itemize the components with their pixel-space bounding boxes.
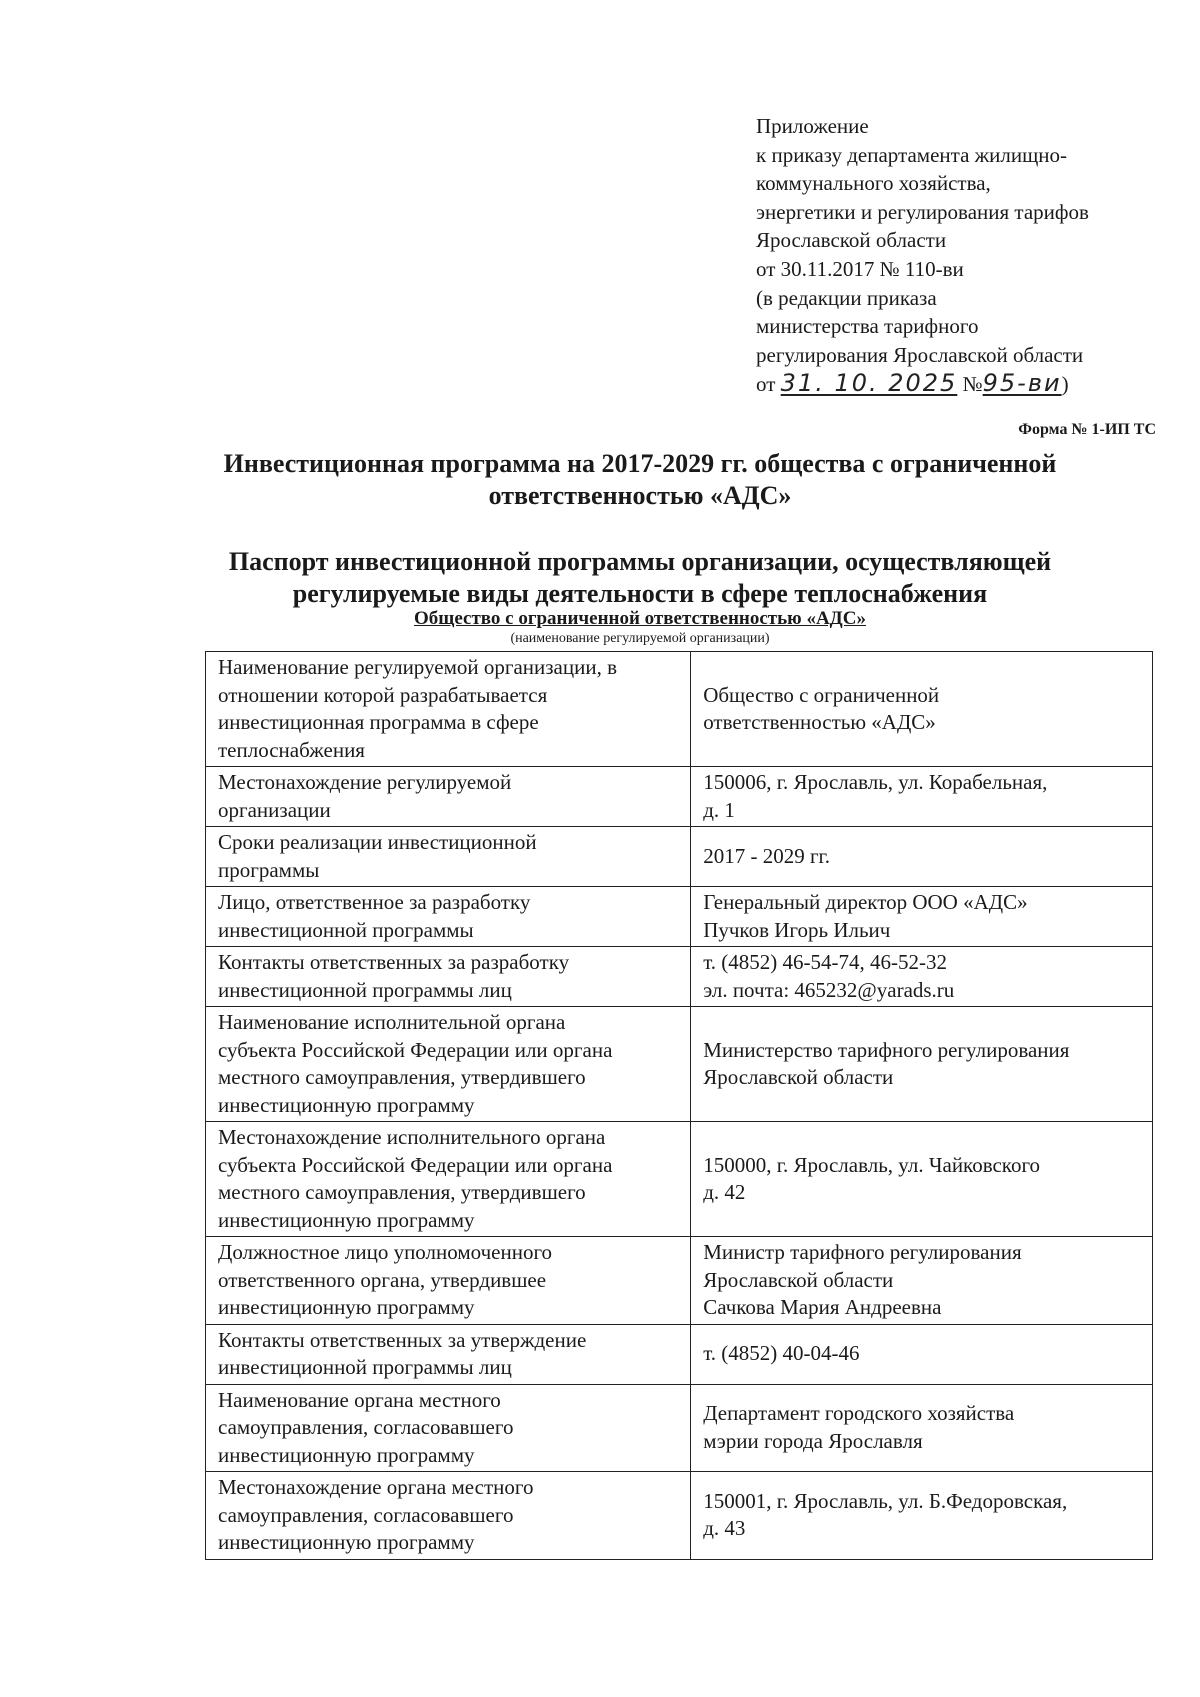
row-value-line: Департамент городского хозяйства	[703, 1401, 1015, 1426]
approval-line: от 30.11.2017 № 110-ви	[756, 256, 964, 281]
organization-caption: (наименование регулируемой организации)	[510, 631, 770, 646]
row-label-cell	[206, 827, 691, 887]
row-label-line: субъекта Российской Федерации или органа	[218, 1152, 613, 1177]
row-value-cell	[691, 887, 1153, 947]
row-value-line: Генеральный директор ООО «АДС»	[703, 890, 1028, 914]
row-label-line: инвестиционную программу	[218, 1207, 475, 1232]
approval-line: энергетики и регулирования тарифов	[756, 199, 1089, 224]
row-value-line: Ярославской области	[703, 1065, 894, 1089]
approval-line: к приказу департамента жилищно-	[756, 142, 1068, 167]
passport-table-body	[206, 652, 1153, 1560]
closing-paren: )	[1061, 372, 1069, 397]
approval-line: Ярославской области	[756, 228, 947, 253]
row-value-line: 2017 - 2029 гг.	[703, 843, 831, 868]
row-label-line: Местонахождение регулируемой	[218, 770, 512, 794]
row-label-line: Наименование исполнительной органа	[218, 1010, 566, 1034]
row-value-line: т. (4852) 46-54-74, 46-52-32	[703, 950, 948, 974]
table-row	[206, 887, 1153, 947]
approval-amendment-line	[756, 369, 1176, 399]
row-label-cell	[206, 1384, 691, 1472]
row-label-line: местного самоуправления, утвердившего	[218, 1180, 586, 1204]
row-label-cell	[206, 1007, 691, 1122]
organization-name: Общество с ограниченной ответственностью «АДС»	[414, 608, 866, 629]
passport-title-line-1: Паспорт инвестиционной программы организации, осуществляющей	[228, 547, 1052, 576]
row-label-cell	[206, 1472, 691, 1560]
row-label-cell	[206, 1122, 691, 1237]
row-label-line: ответственного органа, утвердившее	[218, 1267, 547, 1292]
passport-table	[205, 651, 1153, 1560]
approval-line: министерства тарифного	[756, 314, 979, 339]
row-label-line: Наименование органа местного	[218, 1387, 501, 1412]
table-row	[206, 1324, 1153, 1384]
handwritten-date: 31. 10. 2025	[780, 369, 958, 398]
row-value-cell	[691, 652, 1153, 767]
row-value-line: Общество с ограниченной	[703, 682, 940, 707]
row-label-line: инвестиционную программу	[218, 1442, 475, 1467]
row-label-line: программы	[218, 857, 320, 882]
row-label-line: инвестиционной программы лиц	[218, 977, 512, 1002]
row-label-cell	[206, 887, 691, 947]
row-value-line: Пучков Игорь Ильич	[703, 917, 891, 942]
row-label-cell	[206, 947, 691, 1007]
row-label-line: инвестиционную программу	[218, 1092, 475, 1117]
approval-prefix: от	[756, 372, 776, 397]
main-title-line-1: Инвестиционная программа на 2017-2029 гг. общества с ограниченной	[223, 449, 1057, 478]
row-value-cell	[691, 1122, 1153, 1237]
table-row	[206, 947, 1153, 1007]
row-label-line: Сроки реализации инвестиционной	[218, 830, 537, 854]
row-label-cell	[206, 652, 691, 767]
main-title	[120, 448, 1160, 512]
row-label-line: самоуправления, согласовавшего	[218, 1502, 514, 1527]
row-label-line: инвестиционной программы	[218, 917, 474, 942]
row-value-line: Ярославской области	[703, 1267, 894, 1292]
table-row	[206, 827, 1153, 887]
row-label-line: инвестиционную программу	[218, 1295, 475, 1319]
table-row	[206, 1384, 1153, 1472]
row-label-line: инвестиционной программы лиц	[218, 1355, 512, 1379]
row-value-line: эл. почта: 465232@yarads.ru	[703, 977, 955, 1002]
row-label-line: субъекта Российской Федерации или органа	[218, 1037, 613, 1062]
row-value-cell	[691, 1384, 1153, 1472]
row-label-line: организации	[218, 797, 331, 822]
row-value-cell	[691, 1237, 1153, 1325]
row-value-line: Министерство тарифного регулирования	[703, 1037, 1070, 1062]
approval-block	[756, 112, 1176, 399]
row-label-line: местного самоуправления, утвердившего	[218, 1065, 586, 1089]
row-value-line: 150000, г. Ярославль, ул. Чайковского	[703, 1152, 1041, 1177]
approval-line: Приложение	[756, 114, 869, 138]
row-label-line: Лицо, ответственное за разработку	[218, 890, 531, 914]
row-label-line: отношении которой разрабатывается	[218, 682, 548, 707]
row-label-line: инвестиционную программу	[218, 1530, 475, 1554]
row-label-line: инвестиционная программа в сфере	[218, 710, 539, 734]
row-label-line: Контакты ответственных за утверждение	[218, 1327, 587, 1352]
row-label-line: Контакты ответственных за разработку	[218, 950, 570, 974]
row-value-cell	[691, 1007, 1153, 1122]
row-label-cell	[206, 767, 691, 827]
row-value-cell	[691, 947, 1153, 1007]
row-label-line: Местонахождение исполнительного органа	[218, 1125, 606, 1149]
row-label-line: самоуправления, согласовавшего	[218, 1415, 514, 1439]
approval-line: регулирования Ярославской области	[756, 342, 1084, 367]
row-value-line: Министр тарифного регулирования	[703, 1240, 1022, 1264]
table-row	[206, 652, 1153, 767]
row-value-line: д. 43	[703, 1516, 746, 1541]
row-value-line: мэрии города Ярославля	[703, 1428, 923, 1453]
row-value-cell	[691, 827, 1153, 887]
table-row	[206, 1237, 1153, 1325]
row-label-line: Наименование регулируемой организации, в	[218, 655, 618, 679]
handwritten-number: 95-ви	[982, 369, 1062, 398]
table-row	[206, 1472, 1153, 1560]
row-value-line: Сачкова Мария Андреевна	[703, 1295, 942, 1319]
row-value-cell	[691, 1472, 1153, 1560]
approval-line: коммунального хозяйства,	[756, 171, 991, 196]
row-label-cell	[206, 1324, 691, 1384]
main-title-line-2: ответственностью «АДС»	[488, 481, 792, 510]
table-row	[206, 1007, 1153, 1122]
row-value-line: ответственностью «АДС»	[703, 710, 936, 734]
passport-title-line-2: регулируемые виды деятельности в сфере теплоснабжения	[292, 579, 988, 608]
row-label-line: теплоснабжения	[218, 737, 365, 762]
table-row	[206, 1122, 1153, 1237]
row-value-cell	[691, 767, 1153, 827]
row-label-line: Местонахождение органа местного	[218, 1475, 534, 1499]
approval-line: (в редакции приказа	[756, 285, 937, 310]
passport-title	[120, 546, 1160, 610]
row-value-cell	[691, 1324, 1153, 1384]
row-value-line: д. 42	[703, 1180, 746, 1204]
row-label-line: Должностное лицо уполномоченного	[218, 1240, 553, 1264]
number-sign: №	[962, 372, 983, 397]
table-row	[206, 767, 1153, 827]
row-value-line: д. 1	[703, 797, 735, 822]
row-value-line: т. (4852) 40-04-46	[703, 1341, 860, 1366]
row-value-line: 150001, г. Ярославль, ул. Б.Федоровская,	[703, 1488, 1068, 1513]
row-label-cell	[206, 1237, 691, 1325]
row-value-line: 150006, г. Ярославль, ул. Корабельная,	[703, 770, 1048, 794]
form-number: Форма № 1-ИП ТС	[1018, 421, 1156, 438]
